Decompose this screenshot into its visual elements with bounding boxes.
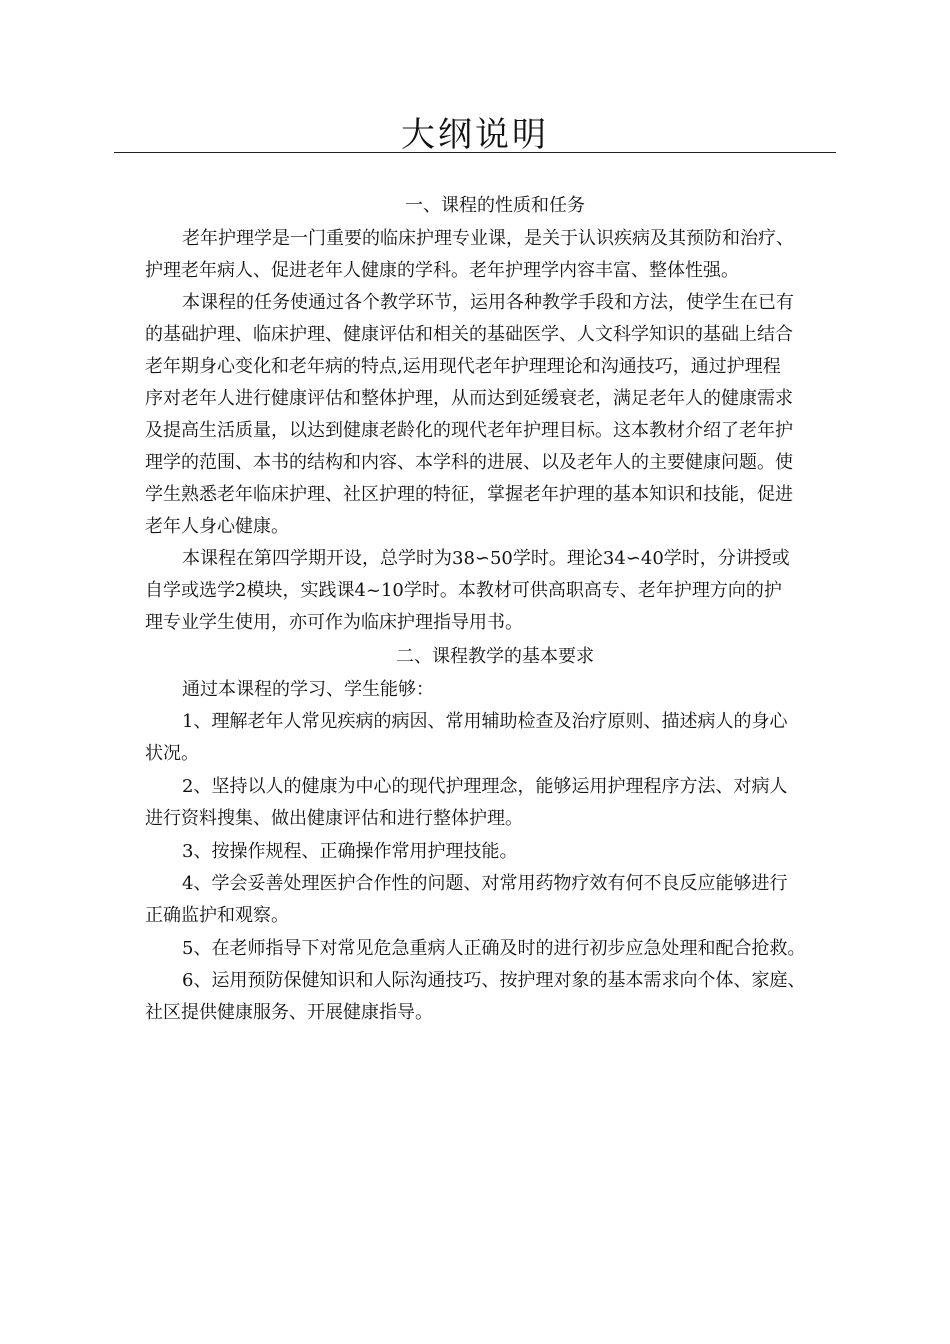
list-item-continuation: 社区提供健康服务、开展健康指导。 <box>145 1002 433 1023</box>
list-item: 1、理解老年人常见疾病的病因、常用辅助检查及治疗原则、描述病人的身心 <box>182 711 788 732</box>
paragraph-line: 老年护理学是一门重要的临床护理专业课，是关于认识疾病及其预防和治疗、 <box>182 228 794 249</box>
paragraph-line: 自学或选学2模块，实践课4~10学时。本教材可供高职高专、老年护理方向的护 <box>145 580 782 601</box>
section-heading-2: 二、课程教学的基本要求 <box>396 646 594 667</box>
paragraph-line: 理学的范围、本书的结构和内容、本学科的进展、以及老年人的主要健康问题。使 <box>145 452 793 473</box>
list-item-continuation: 状况。 <box>145 743 199 764</box>
paragraph-line: 理专业学生使用，亦可作为临床护理指导用书。 <box>145 612 523 633</box>
list-item: 5、在老师指导下对常见危急重病人正确及时的进行初步应急处理和配合抢救。 <box>182 938 806 959</box>
paragraph-line: 老年期身心变化和老年病的特点,运用现代老年护理理论和沟通技巧，通过护理程 <box>145 356 781 377</box>
paragraph-line: 的基础护理、临床护理、健康评估和相关的基础医学、人文科学知识的基础上结合 <box>145 324 793 345</box>
paragraph-line: 老年人身心健康。 <box>145 516 289 537</box>
page-title: 大纲说明 <box>401 115 549 155</box>
paragraph-line: 通过本课程的学习、学生能够： <box>182 679 434 700</box>
list-item-continuation: 进行资料搜集、做出健康评估和进行整体护理。 <box>145 808 523 829</box>
list-item: 3、按操作规程、正确操作常用护理技能。 <box>182 841 518 862</box>
paragraph-line: 及提高生活质量，以达到健康老龄化的现代老年护理目标。这本教材介绍了老年护 <box>145 420 793 441</box>
list-item-continuation: 正确监护和观察。 <box>145 905 289 926</box>
list-item: 2、坚持以人的健康为中心的现代护理理念，能够运用护理程序方法、对病人 <box>182 776 788 797</box>
list-item: 4、学会妥善处理医护合作性的问题、对常用药物疗效有何不良反应能够进行 <box>182 873 788 894</box>
title-underline <box>114 152 836 153</box>
section-heading-1: 一、课程的性质和任务 <box>405 195 585 216</box>
paragraph-line: 本课程在第四学期开设，总学时为38∽50学时。理论34∽40学时，分讲授或 <box>182 548 790 569</box>
paragraph-line: 学生熟悉老年临床护理、社区护理的特征，掌握老年护理的基本知识和技能，促进 <box>145 484 793 505</box>
list-item: 6、运用预防保健知识和人际沟通技巧、按护理对象的基本需求向个体、家庭、 <box>182 970 806 991</box>
paragraph-line: 序对老年人进行健康评估和整体护理，从而达到延缓衰老，满足老年人的健康需求 <box>145 388 793 409</box>
paragraph-line: 本课程的任务使通过各个教学环节，运用各种教学手段和方法，使学生在已有 <box>182 292 794 313</box>
paragraph-line: 护理老年病人、促进老年人健康的学科。老年护理学内容丰富、整体性强。 <box>145 260 739 281</box>
